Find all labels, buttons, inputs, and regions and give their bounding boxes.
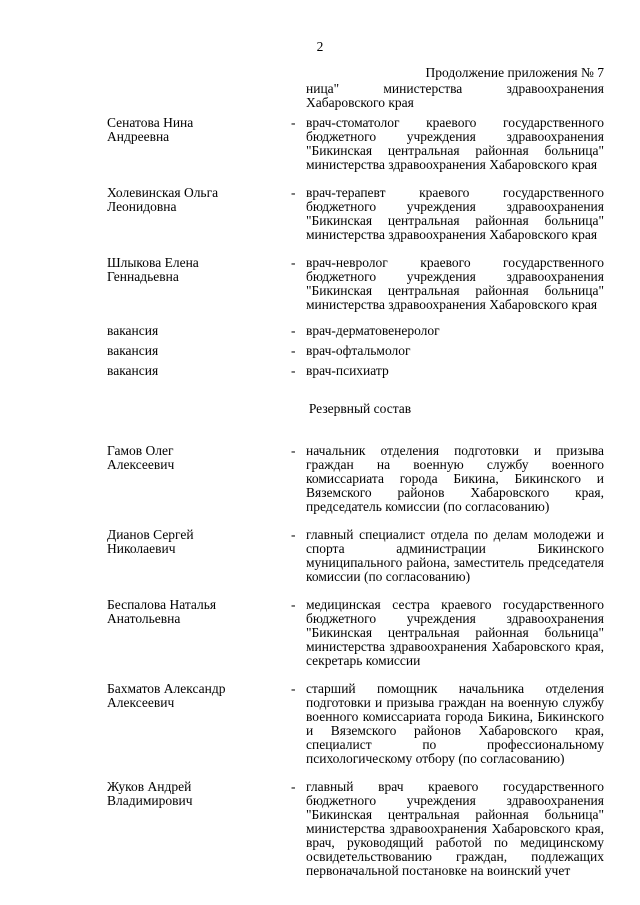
dash: - bbox=[291, 255, 296, 270]
member-entry bbox=[0, 344, 640, 358]
member-role: старший помощник начальника отделения подготовки и призыва граждан на военную службу военного комиссариата города Бикина, Бикинского и Вяземского районов Хабаровского края, специалист по профессиональному психологическому отбору (по согласованию) bbox=[306, 681, 604, 766]
member-name: Дианов Сергей Николаевич bbox=[107, 527, 194, 556]
member-entry bbox=[0, 364, 640, 378]
reserve-title: Резервный состав bbox=[308, 401, 412, 416]
member-name: вакансия bbox=[107, 323, 159, 338]
member-role: врач-терапевт краевого государственного бюджетного учреждения здравоохранения "Бикинская центральная районная больница" министерства здравоохранения Хабаровского края bbox=[306, 185, 604, 242]
member-name: Бахматов Александр Алексеевич bbox=[107, 681, 226, 710]
member-name: Сенатова Нина Андреевна bbox=[107, 115, 194, 144]
dash: - bbox=[291, 681, 296, 696]
reserve-member-entry bbox=[0, 780, 640, 878]
reserve-member-entry bbox=[0, 528, 640, 584]
member-name: Беспалова Наталья Анатольевна bbox=[107, 597, 217, 626]
member-role: начальник отделения подготовки и призыва граждан на военную службу военного комиссариата города Бикина, Бикинского и Вяземского районов Хабаровского края, председатель комиссии (по согласованию) bbox=[306, 443, 604, 514]
member-entry bbox=[0, 256, 640, 312]
member-role: врач-офтальмолог bbox=[306, 343, 411, 358]
member-entry bbox=[0, 116, 640, 172]
commission-list bbox=[0, 116, 640, 878]
page-number: 2 bbox=[316, 39, 324, 54]
member-entry bbox=[0, 186, 640, 242]
member-role: врач-стоматолог краевого государственного бюджетного учреждения здравоохранения "Бикинская центральная районная больница" министерства здравоохранения Хабаровского края bbox=[306, 115, 604, 172]
member-name: вакансия bbox=[107, 363, 159, 378]
reserve-member-entry bbox=[0, 598, 640, 668]
member-role: врач-психиатр bbox=[306, 363, 389, 378]
member-name: Гамов Олег Алексеевич bbox=[107, 443, 175, 472]
member-entry bbox=[0, 324, 640, 338]
member-role: главный врач краевого государственного бюджетного учреждения здравоохранения "Бикинская центральная районная больница" министерства здравоохранения Хабаровского края, врач, руководящий работой по медицинскому освидетельствованию граждан, подлежащих первоначальной постановке на воинский учет bbox=[306, 779, 604, 878]
member-name: вакансия bbox=[107, 343, 159, 358]
reserve-member-entry bbox=[0, 444, 640, 514]
dash: - bbox=[291, 115, 296, 130]
dash: - bbox=[291, 597, 296, 612]
dash: - bbox=[291, 343, 296, 358]
member-role: врач-дерматовенеролог bbox=[306, 323, 440, 338]
member-name: Жуков Андрей Владимирович bbox=[107, 779, 193, 808]
dash: - bbox=[291, 185, 296, 200]
dash: - bbox=[291, 363, 296, 378]
member-role: главный специалист отдела по делам молодежи и спорта администрации Бикинского муниципального района, заместитель председателя комиссии (по согласованию) bbox=[306, 527, 604, 584]
member-role: медицинская сестра краевого государственного бюджетного учреждения здравоохранения "Бикинская центральная районная больница" министерства здравоохранения Хабаровского края, секретарь комиссии bbox=[306, 597, 604, 668]
continuation-label: Продолжение приложения № 7 bbox=[425, 65, 604, 80]
member-name: Шлыкова Елена Геннадьевна bbox=[107, 255, 199, 284]
reserve-member-entry bbox=[0, 682, 640, 766]
dash: - bbox=[291, 323, 296, 338]
dash: - bbox=[291, 527, 296, 542]
continued-text: ница" министерства здравоохранения Хабаровского края bbox=[306, 81, 604, 110]
member-name: Холевинская Ольга Леонидовна bbox=[107, 185, 219, 214]
dash: - bbox=[291, 779, 296, 794]
member-role: врач-невролог краевого государственного бюджетного учреждения здравоохранения "Бикинская центральная районная больница" министерства здравоохранения Хабаровского края bbox=[306, 255, 604, 312]
dash: - bbox=[291, 443, 296, 458]
